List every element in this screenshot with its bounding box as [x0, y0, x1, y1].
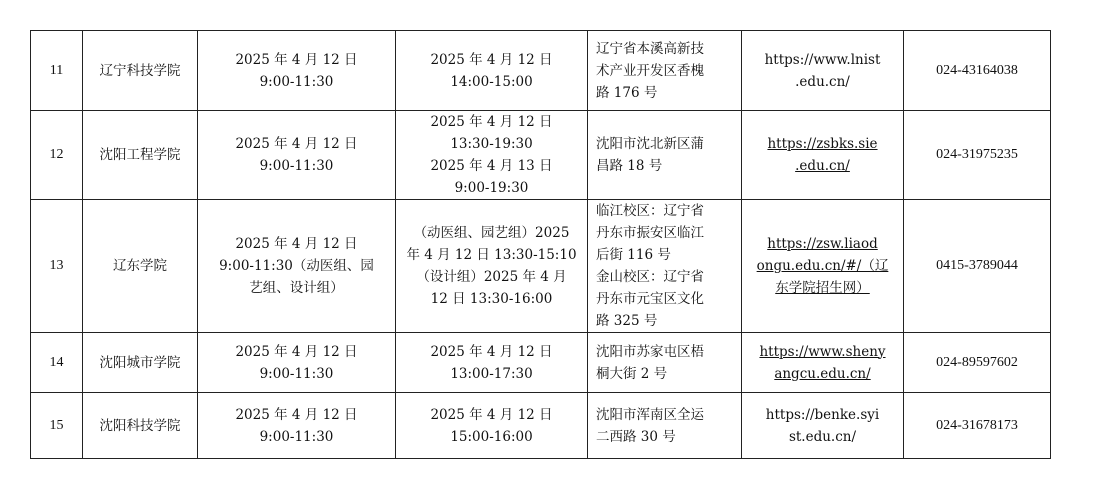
table-body [31, 31, 1051, 459]
phone-number: 024-31975235 [904, 111, 1051, 200]
website-link[interactable]: 东学院招生网） [775, 280, 870, 296]
address-cell [588, 393, 742, 459]
table-row [31, 333, 1051, 393]
address-line: 二西路 30 号 [596, 428, 676, 445]
pickup-time-line: 9:00-11:30 [259, 73, 334, 90]
test-time-line: 2025 年 4 月 12 日 [430, 406, 553, 423]
pickup-time-cell [198, 393, 396, 459]
pickup-time-line: 2025 年 4 月 12 日 [235, 406, 358, 423]
row-index: 13 [31, 200, 83, 333]
test-time-line: 2025 年 4 月 13 日 [430, 158, 553, 174]
pickup-time-cell [198, 200, 396, 333]
website-link[interactable]: https://benke.syi [765, 406, 880, 423]
address-cell [588, 31, 742, 111]
address-line: 路 176 号 [596, 84, 658, 101]
website-link[interactable]: https://www.sheny [759, 343, 886, 360]
phone-number: 024-89597602 [904, 333, 1051, 393]
pickup-time-cell [198, 111, 396, 200]
pickup-time-line: 2025 年 4 月 12 日 [235, 343, 358, 360]
test-time-line: （设计组）2025 年 4 月 [416, 269, 567, 285]
pickup-time-line: 2025 年 4 月 12 日 [235, 236, 358, 252]
website-link[interactable]: st.edu.cn/ [788, 428, 857, 445]
address-line: 辽宁省本溪高新技 [596, 40, 704, 57]
website-cell[interactable] [742, 393, 904, 459]
test-time-cell [396, 200, 588, 333]
row-index: 11 [31, 31, 83, 111]
test-time-cell [396, 31, 588, 111]
table-row [31, 393, 1051, 459]
school-name: 沈阳工程学院 [83, 111, 198, 200]
test-time-line: 12 日 13:30-16:00 [430, 291, 553, 307]
website-link[interactable]: https://www.lnist [764, 51, 881, 68]
test-time-cell [396, 111, 588, 200]
table-row [31, 111, 1051, 200]
school-name: 沈阳城市学院 [83, 333, 198, 393]
pickup-time-line: 艺组、设计组） [249, 280, 344, 296]
pickup-time-cell [198, 31, 396, 111]
address-cell [588, 333, 742, 393]
pickup-time-cell [198, 333, 396, 393]
address-line: 丹东市振安区临江 [596, 225, 704, 241]
address-line: 路 325 号 [596, 313, 658, 329]
address-line: 昌路 18 号 [596, 158, 663, 174]
school-name: 辽宁科技学院 [83, 31, 198, 111]
address-line: 沈阳市浑南区全运 [596, 406, 704, 423]
phone-number: 0415-3789044 [904, 200, 1051, 333]
address-cell [588, 200, 742, 333]
address-line: 丹东市元宝区文化 [596, 291, 704, 307]
address-line: 沈阳市沈北新区蒲 [596, 136, 704, 152]
school-name: 辽东学院 [83, 200, 198, 333]
address-line: 沈阳市苏家屯区梧 [596, 343, 704, 360]
document-page [30, 30, 1050, 459]
website-link[interactable]: angcu.edu.cn/ [774, 365, 871, 382]
test-time-line: （动医组、园艺组）2025 [413, 225, 570, 241]
pickup-time-line: 9:00-11:30 [259, 158, 334, 174]
test-time-line: 13:00-17:30 [450, 365, 533, 382]
address-line: 术产业开发区香槐 [596, 62, 704, 79]
address-line: 临江校区：辽宁省 [596, 203, 704, 219]
test-time-line: 9:00-19:30 [454, 180, 529, 196]
row-index: 15 [31, 393, 83, 459]
address-line: 金山校区：辽宁省 [596, 269, 704, 285]
website-cell[interactable] [742, 200, 904, 333]
test-time-line: 13:30-19:30 [450, 136, 533, 152]
website-link[interactable]: ongu.edu.cn/#/（辽 [756, 258, 889, 274]
website-cell[interactable] [742, 31, 904, 111]
phone-number: 024-31678173 [904, 393, 1051, 459]
test-time-line: 2025 年 4 月 12 日 [430, 51, 553, 68]
address-line: 桐大街 2 号 [596, 365, 668, 382]
school-info-table [30, 30, 1051, 459]
pickup-time-line: 2025 年 4 月 12 日 [235, 51, 358, 68]
pickup-time-line: 2025 年 4 月 12 日 [235, 136, 358, 152]
test-time-cell [396, 393, 588, 459]
phone-number: 024-43164038 [904, 31, 1051, 111]
address-cell [588, 111, 742, 200]
pickup-time-line: 9:00-11:30 [259, 365, 334, 382]
website-link[interactable]: .edu.cn/ [795, 158, 850, 174]
pickup-time-line: 9:00-11:30（动医组、园 [219, 258, 374, 274]
website-cell[interactable] [742, 111, 904, 200]
website-link[interactable]: https://zsw.liaod [767, 236, 878, 252]
test-time-line: 15:00-16:00 [450, 428, 533, 445]
row-index: 12 [31, 111, 83, 200]
table-row [31, 200, 1051, 333]
pickup-time-line: 9:00-11:30 [259, 428, 334, 445]
website-link[interactable]: .edu.cn/ [795, 73, 850, 90]
school-name: 沈阳科技学院 [83, 393, 198, 459]
test-time-line: 2025 年 4 月 12 日 [430, 114, 553, 130]
test-time-cell [396, 333, 588, 393]
test-time-line: 14:00-15:00 [450, 73, 533, 90]
table-row [31, 31, 1051, 111]
address-line: 后街 116 号 [596, 247, 671, 263]
website-cell[interactable] [742, 333, 904, 393]
row-index: 14 [31, 333, 83, 393]
test-time-line: 年 4 月 12 日 13:30-15:10 [406, 247, 577, 263]
website-link[interactable]: https://zsbks.sie [767, 136, 878, 152]
test-time-line: 2025 年 4 月 12 日 [430, 343, 553, 360]
